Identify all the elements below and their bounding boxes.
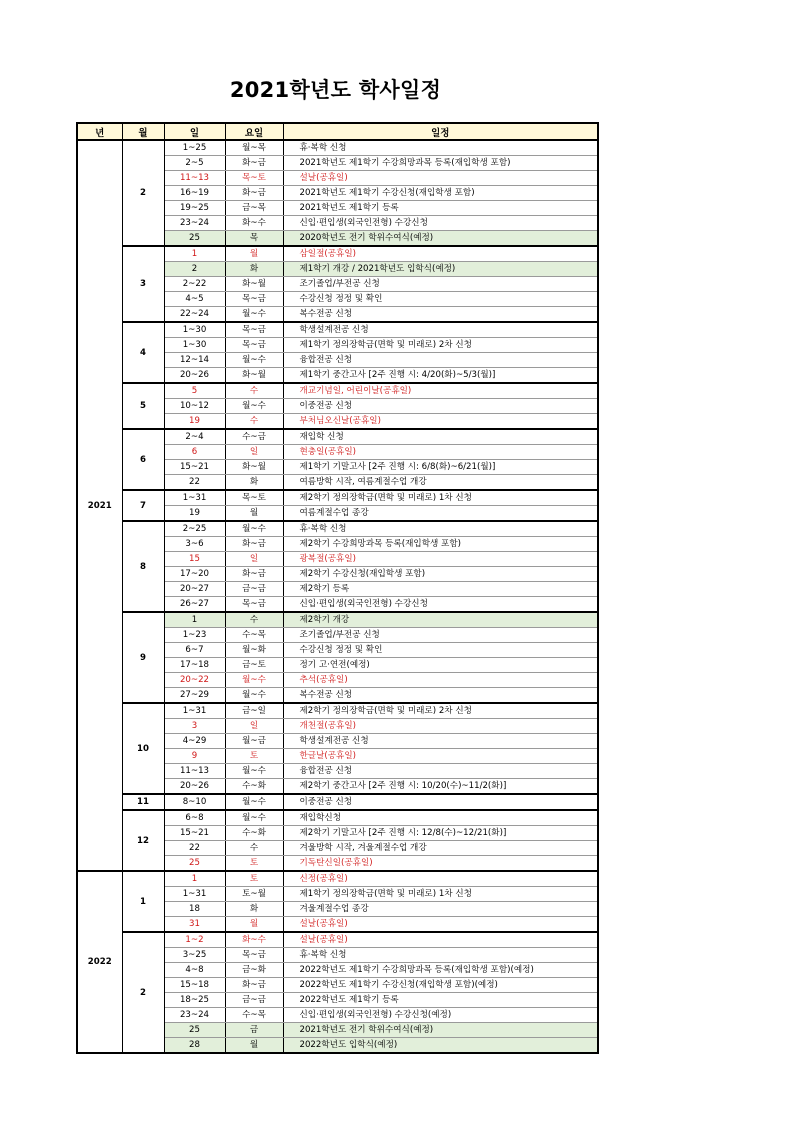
weekday-cell: 화 (225, 262, 283, 277)
day-cell: 1 (164, 246, 225, 262)
day-cell: 23~24 (164, 216, 225, 231)
month-cell: 8 (122, 521, 164, 612)
weekday-cell: 월~수 (225, 399, 283, 414)
day-cell: 15~21 (164, 826, 225, 841)
day-cell: 17~18 (164, 658, 225, 673)
weekday-cell: 수 (225, 841, 283, 856)
day-cell: 18 (164, 902, 225, 917)
day-cell: 20~26 (164, 368, 225, 384)
event-cell: 복수전공 신청 (283, 307, 598, 323)
weekday-cell: 월~수 (225, 673, 283, 688)
day-cell: 1~30 (164, 322, 225, 338)
weekday-cell: 월~수 (225, 764, 283, 779)
weekday-cell: 화~금 (225, 567, 283, 582)
weekday-cell: 금~목 (225, 201, 283, 216)
weekday-cell: 금~일 (225, 703, 283, 719)
day-cell: 19 (164, 414, 225, 430)
day-cell: 18~25 (164, 993, 225, 1008)
table-row (77, 383, 598, 399)
weekday-cell: 화~금 (225, 186, 283, 201)
weekday-cell: 토 (225, 871, 283, 887)
event-cell: 현충일(공휴일) (283, 445, 598, 460)
day-cell: 9 (164, 749, 225, 764)
event-cell: 제1학기 기말고사 [2주 진행 시: 6/8(화)~6/21(월)] (283, 460, 598, 475)
event-cell: 제1학기 개강 / 2021학년도 입학식(예정) (283, 262, 598, 277)
weekday-cell: 수 (225, 612, 283, 628)
event-cell: 2022학년도 제1학기 등록 (283, 993, 598, 1008)
event-cell: 개교기념일, 어린이날(공휴일) (283, 383, 598, 399)
event-cell: 부처님오신날(공휴일) (283, 414, 598, 430)
day-cell: 15 (164, 552, 225, 567)
event-cell: 재입학 신청 (283, 429, 598, 445)
event-cell: 휴·복학 신청 (283, 140, 598, 156)
header-schedule: 일정 (283, 123, 598, 140)
event-cell: 학생설계전공 신청 (283, 734, 598, 749)
day-cell: 2 (164, 262, 225, 277)
weekday-cell: 일 (225, 552, 283, 567)
event-cell: 제2학기 등록 (283, 582, 598, 597)
weekday-cell: 화~금 (225, 978, 283, 993)
day-cell: 1~30 (164, 338, 225, 353)
table-row (77, 871, 598, 887)
event-cell: 2021학년도 제1학기 수강희망과목 등록(재입학생 포함) (283, 156, 598, 171)
weekday-cell: 월 (225, 246, 283, 262)
day-cell: 6 (164, 445, 225, 460)
event-cell: 정기 고·연전(예정) (283, 658, 598, 673)
weekday-cell: 화~월 (225, 460, 283, 475)
day-cell: 6~8 (164, 810, 225, 826)
day-cell: 2~4 (164, 429, 225, 445)
event-cell: 2022학년도 제1학기 수강신청(재입학생 포함)(예정) (283, 978, 598, 993)
weekday-cell: 금~금 (225, 582, 283, 597)
day-cell: 2~22 (164, 277, 225, 292)
weekday-cell: 화~월 (225, 277, 283, 292)
academic-calendar-table (76, 122, 599, 1054)
event-cell: 제2학기 기말고사 [2주 진행 시: 12/8(수)~12/21(화)] (283, 826, 598, 841)
weekday-cell: 금~금 (225, 993, 283, 1008)
day-cell: 31 (164, 917, 225, 933)
month-cell: 2 (122, 932, 164, 1053)
day-cell: 17~20 (164, 567, 225, 582)
day-cell: 2~5 (164, 156, 225, 171)
weekday-cell: 월~수 (225, 810, 283, 826)
weekday-cell: 월~수 (225, 688, 283, 704)
weekday-cell: 목~금 (225, 597, 283, 613)
day-cell: 1 (164, 612, 225, 628)
weekday-cell: 월 (225, 506, 283, 522)
day-cell: 19~25 (164, 201, 225, 216)
day-cell: 1~2 (164, 932, 225, 948)
header-month: 월 (122, 123, 164, 140)
day-cell: 22 (164, 841, 225, 856)
weekday-cell: 수~목 (225, 1008, 283, 1023)
event-cell: 제2학기 중간고사 [2주 진행 시: 10/20(수)~11/2(화)] (283, 779, 598, 795)
weekday-cell: 수~금 (225, 429, 283, 445)
day-cell: 20~26 (164, 779, 225, 795)
day-cell: 4~29 (164, 734, 225, 749)
month-cell: 1 (122, 871, 164, 932)
event-cell: 2021학년도 제1학기 등록 (283, 201, 598, 216)
event-cell: 휴·복학 신청 (283, 521, 598, 537)
month-cell: 9 (122, 612, 164, 703)
event-cell: 수강신청 정정 및 확인 (283, 292, 598, 307)
year-cell: 2022 (77, 871, 122, 1053)
weekday-cell: 수~화 (225, 779, 283, 795)
day-cell: 10~12 (164, 399, 225, 414)
weekday-cell: 화~금 (225, 537, 283, 552)
table-row (77, 490, 598, 506)
header-year: 년 (77, 123, 122, 140)
event-cell: 2022학년도 제1학기 수강희망과목 등록(재입학생 포함)(예정) (283, 963, 598, 978)
month-cell: 10 (122, 703, 164, 794)
event-cell: 조기졸업/부전공 신청 (283, 277, 598, 292)
event-cell: 2020학년도 전기 학위수여식(예정) (283, 231, 598, 247)
day-cell: 11~13 (164, 764, 225, 779)
day-cell: 3~6 (164, 537, 225, 552)
event-cell: 재입학신청 (283, 810, 598, 826)
event-cell: 제1학기 정의장학금(면학 및 미래로) 2차 신청 (283, 338, 598, 353)
day-cell: 2~25 (164, 521, 225, 537)
day-cell: 15~18 (164, 978, 225, 993)
event-cell: 이중전공 신청 (283, 794, 598, 810)
day-cell: 25 (164, 1023, 225, 1038)
day-cell: 5 (164, 383, 225, 399)
event-cell: 설날(공휴일) (283, 917, 598, 933)
weekday-cell: 월~수 (225, 307, 283, 323)
weekday-cell: 토 (225, 856, 283, 872)
event-cell: 신입·편입생(외국인전형) 수강신청 (283, 216, 598, 231)
table-row (77, 794, 598, 810)
event-cell: 기독탄신일(공휴일) (283, 856, 598, 872)
day-cell: 16~19 (164, 186, 225, 201)
event-cell: 융합전공 신청 (283, 764, 598, 779)
weekday-cell: 금~토 (225, 658, 283, 673)
weekday-cell: 토~월 (225, 887, 283, 902)
day-cell: 22~24 (164, 307, 225, 323)
event-cell: 복수전공 신청 (283, 688, 598, 704)
day-cell: 25 (164, 856, 225, 872)
event-cell: 제1학기 정의장학금(면학 및 미래로) 1차 신청 (283, 887, 598, 902)
event-cell: 수강신청 정정 및 확인 (283, 643, 598, 658)
event-cell: 학생설계전공 신청 (283, 322, 598, 338)
table-row (77, 246, 598, 262)
event-cell: 설날(공휴일) (283, 932, 598, 948)
event-cell: 신정(공휴일) (283, 871, 598, 887)
event-cell: 제2학기 수강신청(재입학생 포함) (283, 567, 598, 582)
day-cell: 6~7 (164, 643, 225, 658)
header-row (77, 123, 598, 140)
weekday-cell: 금~화 (225, 963, 283, 978)
weekday-cell: 토 (225, 749, 283, 764)
weekday-cell: 화 (225, 475, 283, 491)
day-cell: 20~22 (164, 673, 225, 688)
event-cell: 개천절(공휴일) (283, 719, 598, 734)
day-cell: 1~31 (164, 490, 225, 506)
weekday-cell: 일 (225, 719, 283, 734)
day-cell: 25 (164, 231, 225, 247)
day-cell: 15~21 (164, 460, 225, 475)
event-cell: 조기졸업/부전공 신청 (283, 628, 598, 643)
day-cell: 4~5 (164, 292, 225, 307)
event-cell: 휴·복학 신청 (283, 948, 598, 963)
event-cell: 겨울계절수업 종강 (283, 902, 598, 917)
event-cell: 융합전공 신청 (283, 353, 598, 368)
weekday-cell: 목~토 (225, 490, 283, 506)
table-row (77, 140, 598, 156)
event-cell: 추석(공휴일) (283, 673, 598, 688)
weekday-cell: 월~수 (225, 353, 283, 368)
day-cell: 3~25 (164, 948, 225, 963)
event-cell: 광복절(공휴일) (283, 552, 598, 567)
weekday-cell: 월~수 (225, 521, 283, 537)
day-cell: 20~27 (164, 582, 225, 597)
year-cell: 2021 (77, 140, 122, 871)
weekday-cell: 월 (225, 1038, 283, 1054)
weekday-cell: 화~수 (225, 216, 283, 231)
event-cell: 한글날(공휴일) (283, 749, 598, 764)
month-cell: 4 (122, 322, 164, 383)
day-cell: 23~24 (164, 1008, 225, 1023)
day-cell: 1~31 (164, 703, 225, 719)
day-cell: 11~13 (164, 171, 225, 186)
day-cell: 1~23 (164, 628, 225, 643)
weekday-cell: 수~화 (225, 826, 283, 841)
weekday-cell: 목~금 (225, 338, 283, 353)
weekday-cell: 목~금 (225, 292, 283, 307)
event-cell: 2022학년도 입학식(예정) (283, 1038, 598, 1054)
weekday-cell: 화~수 (225, 932, 283, 948)
event-cell: 신입·편입생(외국인전형) 수강신청 (283, 597, 598, 613)
event-cell: 제1학기 중간고사 [2주 진행 시: 4/20(화)~5/3(월)] (283, 368, 598, 384)
event-cell: 2021학년도 제1학기 수강신청(재입학생 포함) (283, 186, 598, 201)
weekday-cell: 화~금 (225, 156, 283, 171)
month-cell: 6 (122, 429, 164, 490)
table-row (77, 612, 598, 628)
day-cell: 1~25 (164, 140, 225, 156)
day-cell: 26~27 (164, 597, 225, 613)
month-cell: 2 (122, 140, 164, 246)
month-cell: 12 (122, 810, 164, 871)
event-cell: 제2학기 개강 (283, 612, 598, 628)
table-row (77, 521, 598, 537)
weekday-cell: 월~금 (225, 734, 283, 749)
day-cell: 1 (164, 871, 225, 887)
weekday-cell: 목 (225, 231, 283, 247)
weekday-cell: 월~수 (225, 794, 283, 810)
day-cell: 27~29 (164, 688, 225, 704)
table-row (77, 429, 598, 445)
day-cell: 28 (164, 1038, 225, 1054)
table-row (77, 322, 598, 338)
weekday-cell: 월~화 (225, 643, 283, 658)
table-row (77, 932, 598, 948)
weekday-cell: 목~금 (225, 322, 283, 338)
weekday-cell: 수~목 (225, 628, 283, 643)
day-cell: 1~31 (164, 887, 225, 902)
weekday-cell: 수 (225, 414, 283, 430)
table-row (77, 810, 598, 826)
weekday-cell: 화 (225, 902, 283, 917)
event-cell: 제2학기 정의장학금(면학 및 미래로) 1차 신청 (283, 490, 598, 506)
event-cell: 2021학년도 전기 학위수여식(예정) (283, 1023, 598, 1038)
event-cell: 이중전공 신청 (283, 399, 598, 414)
month-cell: 7 (122, 490, 164, 521)
table-row (77, 703, 598, 719)
header-day: 일 (164, 123, 225, 140)
event-cell: 신입·편입생(외국인전형) 수강신청(예정) (283, 1008, 598, 1023)
weekday-cell: 월 (225, 917, 283, 933)
day-cell: 4~8 (164, 963, 225, 978)
month-cell: 11 (122, 794, 164, 810)
event-cell: 여름방학 시작, 여름계절수업 개강 (283, 475, 598, 491)
weekday-cell: 수 (225, 383, 283, 399)
schedule-body (77, 140, 598, 1053)
weekday-cell: 월~목 (225, 140, 283, 156)
weekday-cell: 화~월 (225, 368, 283, 384)
weekday-cell: 목~토 (225, 171, 283, 186)
month-cell: 5 (122, 383, 164, 429)
day-cell: 22 (164, 475, 225, 491)
page-title: 2021학년도 학사일정 (229, 78, 442, 102)
event-cell: 제2학기 수강희망과목 등록(재입학생 포함) (283, 537, 598, 552)
weekday-cell: 목~금 (225, 948, 283, 963)
month-cell: 3 (122, 246, 164, 322)
day-cell: 12~14 (164, 353, 225, 368)
event-cell: 설날(공휴일) (283, 171, 598, 186)
day-cell: 8~10 (164, 794, 225, 810)
event-cell: 제2학기 정의장학금(면학 및 미래로) 2차 신청 (283, 703, 598, 719)
header-weekday: 요일 (225, 123, 283, 140)
event-cell: 여름계절수업 종강 (283, 506, 598, 522)
day-cell: 3 (164, 719, 225, 734)
weekday-cell: 금 (225, 1023, 283, 1038)
day-cell: 19 (164, 506, 225, 522)
event-cell: 겨울방학 시작, 겨울계절수업 개강 (283, 841, 598, 856)
event-cell: 삼일절(공휴일) (283, 246, 598, 262)
weekday-cell: 일 (225, 445, 283, 460)
